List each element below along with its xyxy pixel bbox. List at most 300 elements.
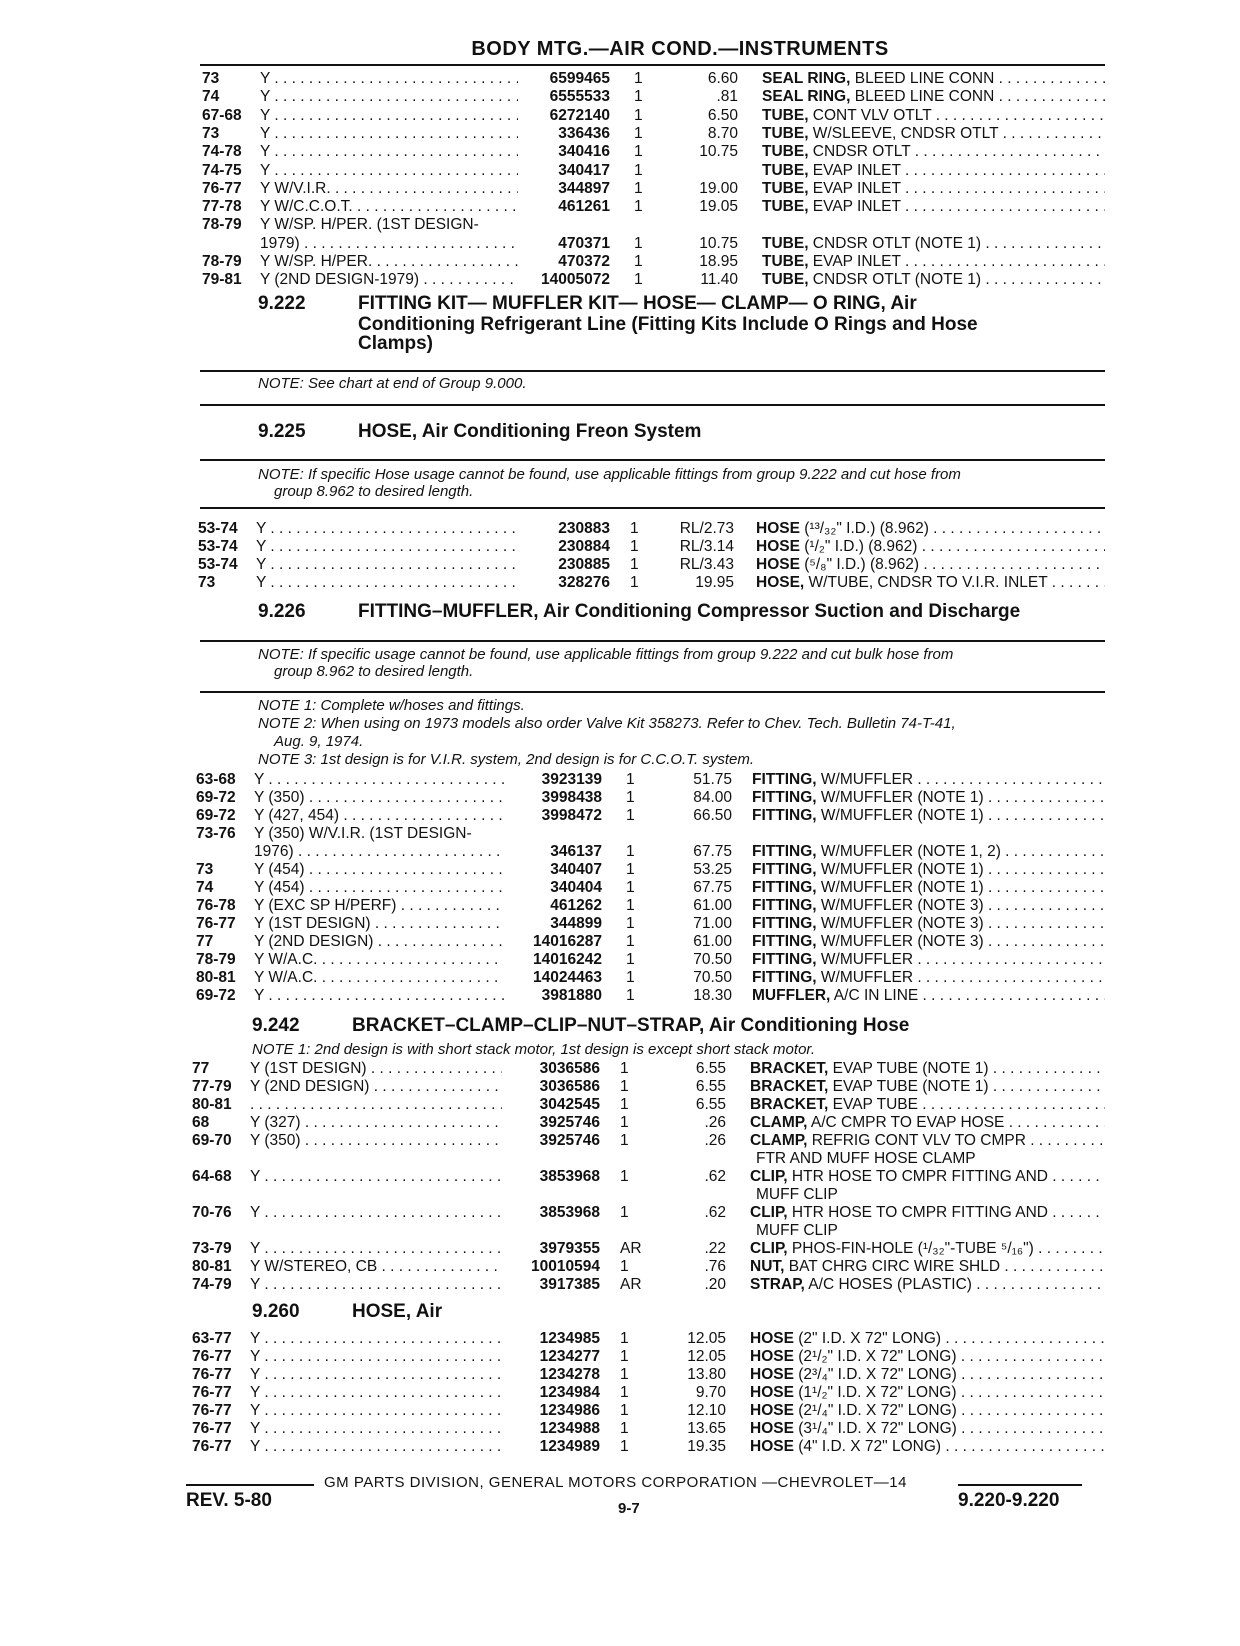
part-row <box>0 124 1240 143</box>
price: RL/2.73 <box>679 520 734 537</box>
model-years: 76-77 <box>192 1402 232 1419</box>
price: 70.50 <box>693 969 732 986</box>
price: 19.00 <box>699 179 738 197</box>
part-number: 328276 <box>558 574 610 591</box>
application: Y . . . <box>256 555 516 574</box>
part-row <box>0 788 1240 807</box>
price: 12.05 <box>687 1348 726 1365</box>
model-years: 76-77 <box>192 1438 232 1455</box>
description: FITTING, W/MUFFLER (NOTE 1) . . . <box>752 806 1105 825</box>
note-9226-line1: NOTE: If specific usage cannot be found, use applicable fittings from group 9.222 and cut bulk hose from <box>258 646 954 663</box>
part-number: 1234277 <box>539 1348 600 1365</box>
note-rule-top <box>200 370 1105 372</box>
page-title: BODY MTG.—AIR COND.—INSTRUMENTS <box>471 38 889 60</box>
part-row <box>0 555 1240 574</box>
description: FITTING, W/MUFFLER . . . <box>752 968 1105 987</box>
description: TUBE, W/SLEEVE, CNDSR OTLT . . . <box>762 124 1105 143</box>
part-row <box>0 968 1240 987</box>
price: .62 <box>704 1168 726 1185</box>
section-title: HOSE, Air <box>352 1301 443 1322</box>
page-number: 9-7 <box>618 1500 640 1517</box>
quantity: 1 <box>630 574 639 591</box>
description: BRACKET, EVAP TUBE . . . <box>750 1095 1105 1114</box>
description: FITTING, W/MUFFLER (NOTE 3) . . . <box>752 932 1105 951</box>
part-row <box>0 573 1240 592</box>
quantity: 1 <box>620 1402 629 1419</box>
note-rule-top <box>200 459 1105 461</box>
quantity: 1 <box>620 1258 629 1275</box>
part-row <box>0 1131 1240 1150</box>
part-row <box>0 914 1240 933</box>
quantity: 1 <box>626 951 635 968</box>
part-row <box>0 537 1240 556</box>
description: MUFF CLIP <box>756 1222 838 1239</box>
price: 10.75 <box>699 234 738 252</box>
section-number: 9.225 <box>258 421 306 442</box>
part-number: 6555533 <box>549 88 610 106</box>
part-number: 1234988 <box>539 1420 600 1437</box>
quantity: 1 <box>626 843 635 860</box>
description: FTR AND MUFF HOSE CLAMP <box>756 1150 976 1167</box>
quantity: 1 <box>634 179 643 197</box>
description: CLIP, HTR HOSE TO CMPR FITTING AND . . . <box>750 1203 1105 1222</box>
description: BRACKET, EVAP TUBE (NOTE 1) . . . <box>750 1077 1105 1096</box>
application: Y (2ND DESIGN) . . . <box>250 1077 502 1096</box>
price: RL/3.14 <box>679 538 734 555</box>
note-1: NOTE 1: Complete w/hoses and fittings. <box>258 697 525 714</box>
part-row <box>0 1383 1240 1402</box>
model-years: 80-81 <box>192 1096 232 1113</box>
description: CLAMP, A/C CMPR TO EVAP HOSE . . . <box>750 1113 1105 1132</box>
application: Y W/C.C.O.T. . . . <box>260 197 518 216</box>
application: Y W/SP. H/PER. (1ST DESIGN- <box>260 216 479 234</box>
model-years: 74-78 <box>202 143 242 161</box>
application: Y W/SP. H/PER. . . . <box>260 252 518 271</box>
model-years: 73 <box>202 124 220 142</box>
application: Y . . . <box>250 1401 502 1420</box>
model-years: 78-79 <box>202 253 242 270</box>
application: Y (350) W/V.I.R. (1ST DESIGN- <box>254 825 472 842</box>
description: FITTING, W/MUFFLER (NOTE 1) . . . <box>752 788 1105 807</box>
quantity: 1 <box>620 1078 629 1095</box>
application: Y (327) . . . <box>250 1113 502 1132</box>
quantity: 1 <box>620 1330 629 1347</box>
application: Y . . . <box>250 1167 502 1186</box>
model-years: 53-74 <box>198 538 238 555</box>
part-row <box>0 1239 1240 1258</box>
section-9225 <box>258 420 1098 444</box>
section-number: 9.222 <box>258 293 306 314</box>
part-number: 470372 <box>558 253 610 270</box>
quantity: 1 <box>634 70 643 87</box>
application: Y W/STEREO, CB . . . <box>250 1257 502 1276</box>
model-years: 69-72 <box>196 987 236 1004</box>
price: .20 <box>704 1276 726 1293</box>
revision-label: REV. 5-80 <box>186 1490 272 1511</box>
part-number: 1234989 <box>539 1438 600 1455</box>
part-number: 14016287 <box>533 933 602 950</box>
part-row <box>0 142 1240 161</box>
part-number: 1234986 <box>539 1402 600 1419</box>
description: SEAL RING, BLEED LINE CONN . . . <box>762 87 1105 106</box>
price: .76 <box>704 1258 726 1275</box>
part-number: 340417 <box>558 161 610 179</box>
part-row <box>0 1221 1240 1240</box>
description: HOSE (¹³/₃₂" I.D.) (8.962) . . . <box>756 519 1105 538</box>
quantity: 1 <box>626 969 635 986</box>
description: HOSE (¹/₂" I.D.) (8.962) . . . <box>756 537 1105 556</box>
part-number: 336436 <box>558 124 610 142</box>
part-row <box>0 932 1240 951</box>
part-row <box>0 1077 1240 1096</box>
part-row <box>0 896 1240 915</box>
description: HOSE (⁵/₈" I.D.) (8.962) . . . <box>756 555 1105 574</box>
quantity: 1 <box>620 1114 629 1131</box>
application: Y . . . <box>260 124 518 143</box>
part-row <box>0 215 1240 234</box>
model-years: 74-79 <box>192 1276 232 1293</box>
application: Y (454) . . . <box>254 860 504 879</box>
price: 67.75 <box>693 879 732 896</box>
model-years: 73-79 <box>192 1240 232 1257</box>
quantity: AR <box>620 1276 642 1293</box>
application: Y . . . <box>250 1437 502 1456</box>
section-title-line2: Conditioning Refrigerant Line (Fitting Kits Include O Rings and Hose <box>358 314 978 335</box>
part-row <box>0 1401 1240 1420</box>
model-years: 73 <box>198 574 216 591</box>
section-9242 <box>252 1014 1102 1038</box>
description: MUFFLER, A/C IN LINE . . . <box>752 986 1105 1005</box>
quantity: 1 <box>620 1348 629 1365</box>
quantity: 1 <box>630 520 639 537</box>
quantity: 1 <box>626 789 635 806</box>
quantity: 1 <box>634 198 643 216</box>
price: .81 <box>716 88 738 106</box>
application: Y . . . <box>256 537 516 556</box>
model-years: 69-72 <box>196 789 236 806</box>
quantity: 1 <box>620 1204 629 1221</box>
price: 18.95 <box>699 253 738 270</box>
price: 70.50 <box>693 951 732 968</box>
description: TUBE, EVAP INLET . . . <box>762 161 1105 180</box>
application: Y W/A.C. . . . <box>254 950 504 969</box>
quantity: 1 <box>626 897 635 914</box>
part-number: 1234985 <box>539 1330 600 1347</box>
part-row <box>0 1275 1240 1294</box>
description: TUBE, EVAP INLET . . . <box>762 179 1105 198</box>
part-row <box>0 1347 1240 1366</box>
section-title-line1: FITTING KIT— MUFFLER KIT— HOSE— CLAMP— O RING, Air <box>358 293 917 314</box>
model-years: 76-77 <box>192 1348 232 1365</box>
part-row <box>0 1329 1240 1348</box>
description: FITTING, W/MUFFLER . . . <box>752 770 1105 789</box>
part-number: 461262 <box>550 897 602 914</box>
description: SEAL RING, BLEED LINE CONN . . . <box>762 69 1105 88</box>
application: Y . . . <box>250 1203 502 1222</box>
part-row <box>0 770 1240 789</box>
quantity: 1 <box>634 88 643 106</box>
description: FITTING, W/MUFFLER (NOTE 3) . . . <box>752 896 1105 915</box>
application: Y . . . <box>260 69 518 88</box>
part-number: 1234984 <box>539 1384 600 1401</box>
quantity: 1 <box>634 106 643 124</box>
part-row <box>0 806 1240 825</box>
part-row <box>0 106 1240 125</box>
model-years: 74 <box>196 879 214 896</box>
section-9260 <box>252 1300 752 1324</box>
model-years: 78-79 <box>196 951 236 968</box>
price: 9.70 <box>695 1384 726 1401</box>
description: HOSE (2¹/₄" I.D. X 72" LONG) . . . <box>750 1401 1105 1420</box>
model-years: 76-77 <box>196 915 236 932</box>
price: 19.05 <box>699 198 738 216</box>
model-years: 76-77 <box>202 179 242 197</box>
price: 53.25 <box>693 861 732 878</box>
quantity: 1 <box>630 556 639 573</box>
model-years: 80-81 <box>196 969 236 986</box>
quantity: 1 <box>634 124 643 142</box>
part-row <box>0 161 1240 180</box>
model-years: 73-76 <box>196 825 236 842</box>
price: 6.55 <box>695 1096 726 1113</box>
model-years: 77-79 <box>192 1078 232 1095</box>
part-row <box>0 1059 1240 1078</box>
description: STRAP, A/C HOSES (PLASTIC) . . . <box>750 1275 1105 1294</box>
note-rule-bottom <box>200 691 1105 693</box>
footer-publisher: GM PARTS DIVISION, GENERAL MOTORS CORPORATION —CHEVROLET—14 <box>324 1474 907 1491</box>
part-number: 3042545 <box>539 1096 600 1113</box>
note-rule-bottom <box>200 404 1105 406</box>
price: RL/3.43 <box>679 556 734 573</box>
part-row <box>0 1257 1240 1276</box>
description: FITTING, W/MUFFLER (NOTE 3) . . . <box>752 914 1105 933</box>
price: 84.00 <box>693 789 732 806</box>
part-row <box>0 1167 1240 1186</box>
part-number: 3853968 <box>539 1204 600 1221</box>
part-number: 3925746 <box>539 1114 600 1131</box>
group-range: 9.220-9.220 <box>958 1490 1060 1511</box>
part-number: 346137 <box>550 843 602 860</box>
description: TUBE, CONT VLV OTLT . . . <box>762 106 1105 125</box>
quantity: 1 <box>634 253 643 270</box>
quantity: 1 <box>626 861 635 878</box>
model-years: 77 <box>192 1060 210 1077</box>
price: 13.65 <box>687 1420 726 1437</box>
part-row <box>0 519 1240 538</box>
quantity: 1 <box>620 1420 629 1437</box>
part-row <box>0 69 1240 88</box>
price: 71.00 <box>693 915 732 932</box>
description: TUBE, CNDSR OTLT (NOTE 1) . . . <box>762 270 1105 289</box>
note-3: NOTE 3: 1st design is for V.I.R. system, 2nd design is for C.C.O.T. system. <box>258 751 754 768</box>
quantity: 1 <box>620 1060 629 1077</box>
description: CLIP, HTR HOSE TO CMPR FITTING AND . . . <box>750 1167 1105 1186</box>
quantity: 1 <box>634 161 643 179</box>
part-row <box>0 179 1240 198</box>
part-number: 230883 <box>558 520 610 537</box>
description: TUBE, CNDSR OTLT (NOTE 1) . . . <box>762 234 1105 253</box>
description: HOSE, W/TUBE, CNDSR TO V.I.R. INLET . . . <box>756 573 1105 592</box>
quantity: 1 <box>620 1366 629 1383</box>
description: TUBE, CNDSR OTLT . . . <box>762 142 1105 161</box>
model-years: 69-70 <box>192 1132 232 1149</box>
model-years: 73 <box>202 70 220 87</box>
application: Y . . . <box>260 161 518 180</box>
description: CLIP, PHOS-FIN-HOLE (¹/₃₂"-TUBE ⁵/₁₆") . . . <box>750 1239 1105 1258</box>
description: BRACKET, EVAP TUBE (NOTE 1) . . . <box>750 1059 1105 1078</box>
quantity: 1 <box>634 234 643 252</box>
price: 6.55 <box>695 1060 726 1077</box>
section-number: 9.226 <box>258 601 306 622</box>
price: 6.50 <box>707 106 738 124</box>
price: 10.75 <box>699 143 738 161</box>
model-years: 74 <box>202 88 220 106</box>
part-number: 3979355 <box>539 1240 600 1257</box>
model-years: 63-77 <box>192 1330 232 1347</box>
note-rule-bottom <box>200 507 1105 509</box>
part-number: 340404 <box>550 879 602 896</box>
model-years: 78-79 <box>202 216 242 234</box>
model-years: 77 <box>196 933 214 950</box>
application: Y (EXC SP H/PERF) . . . <box>254 896 504 915</box>
description: FITTING, W/MUFFLER . . . <box>752 950 1105 969</box>
model-years: 69-72 <box>196 807 236 824</box>
model-years: 76-77 <box>192 1366 232 1383</box>
part-row <box>0 1149 1240 1168</box>
part-number: 3925746 <box>539 1132 600 1149</box>
description: HOSE (2" I.D. X 72" LONG) . . . <box>750 1329 1105 1348</box>
model-years: 53-74 <box>198 556 238 573</box>
description: FITTING, W/MUFFLER (NOTE 1) . . . <box>752 860 1105 879</box>
application: Y (2ND DESIGN-1979) . . . <box>260 270 518 289</box>
description: HOSE (2³/₄" I.D. X 72" LONG) . . . <box>750 1365 1105 1384</box>
application <box>250 1095 502 1114</box>
description: HOSE (3¹/₄" I.D. X 72" LONG) . . . <box>750 1419 1105 1438</box>
model-years: 76-78 <box>196 897 236 914</box>
model-years: 63-68 <box>196 771 236 788</box>
part-number: 344899 <box>550 915 602 932</box>
description: HOSE (1¹/₂" I.D. X 72" LONG) . . . <box>750 1383 1105 1402</box>
description: HOSE (4" I.D. X 72" LONG) . . . <box>750 1437 1105 1456</box>
part-row <box>0 986 1240 1005</box>
application: Y . . . <box>250 1275 502 1294</box>
quantity: AR <box>620 1240 642 1257</box>
part-number: 340407 <box>550 861 602 878</box>
part-number: 3036586 <box>539 1078 600 1095</box>
part-number: 461261 <box>558 198 610 216</box>
application: Y . . . <box>256 573 516 592</box>
application: Y . . . <box>254 770 504 789</box>
model-years: 74-75 <box>202 161 242 179</box>
quantity: 1 <box>620 1384 629 1401</box>
application: Y . . . <box>250 1239 502 1258</box>
quantity: 1 <box>620 1168 629 1185</box>
part-number: 3917385 <box>539 1276 600 1293</box>
quantity: 1 <box>626 933 635 950</box>
part-number: 1234278 <box>539 1366 600 1383</box>
part-number: 14005072 <box>541 271 610 289</box>
application: Y . . . <box>256 519 516 538</box>
section-number: 9.242 <box>252 1015 300 1036</box>
application: Y . . . <box>254 986 504 1005</box>
price: 6.55 <box>695 1078 726 1095</box>
part-number: 14024463 <box>533 969 602 986</box>
application: 1976) . . . <box>254 842 504 861</box>
model-years: 76-77 <box>192 1420 232 1437</box>
quantity: 1 <box>626 879 635 896</box>
price: 12.10 <box>687 1402 726 1419</box>
quantity: 1 <box>634 143 643 161</box>
part-row <box>0 87 1240 106</box>
quantity: 1 <box>620 1096 629 1113</box>
section-title-line3: Clamps) <box>358 333 433 354</box>
application: Y . . . <box>260 87 518 106</box>
part-number: 3036586 <box>539 1060 600 1077</box>
part-number: 230885 <box>558 556 610 573</box>
part-row <box>0 1203 1240 1222</box>
application: Y (454) . . . <box>254 878 504 897</box>
part-number: 3998438 <box>541 789 602 806</box>
note-rule-top <box>200 640 1105 642</box>
price: 18.30 <box>693 987 732 1004</box>
part-number: 3853968 <box>539 1168 600 1185</box>
part-row <box>0 1095 1240 1114</box>
section-title: FITTING–MUFFLER, Air Conditioning Compressor Suction and Discharge <box>358 601 1021 622</box>
note-9226-line2: group 8.962 to desired length. <box>274 663 474 680</box>
section-9226 <box>258 600 1108 624</box>
part-number: 3981880 <box>541 987 602 1004</box>
note-9225-line1: NOTE: If specific Hose usage cannot be found, use applicable fittings from group 9.222 and cut hose from <box>258 466 961 483</box>
part-row <box>0 197 1240 216</box>
price: 12.05 <box>687 1330 726 1347</box>
quantity: 1 <box>626 771 635 788</box>
part-row <box>0 252 1240 271</box>
section-title: BRACKET–CLAMP–CLIP–NUT–STRAP, Air Conditioning Hose <box>352 1015 910 1036</box>
note-9225-line2: group 8.962 to desired length. <box>274 483 474 500</box>
part-number: 340416 <box>558 143 610 161</box>
price: .26 <box>704 1132 726 1149</box>
quantity: 1 <box>626 987 635 1004</box>
model-years: 67-68 <box>202 106 242 124</box>
part-row <box>0 878 1240 897</box>
price: 13.80 <box>687 1366 726 1383</box>
model-years: 80-81 <box>192 1258 232 1275</box>
description: FITTING, W/MUFFLER (NOTE 1, 2) . . . <box>752 842 1105 861</box>
price: 61.00 <box>693 897 732 914</box>
part-number: 6272140 <box>549 106 610 124</box>
model-years: 64-68 <box>192 1168 232 1185</box>
application: Y . . . <box>260 142 518 161</box>
part-row <box>0 1365 1240 1384</box>
price: 66.50 <box>693 807 732 824</box>
price: 51.75 <box>693 771 732 788</box>
note-2: NOTE 2: When using on 1973 models also order Valve Kit 358273. Refer to Chev. Tech. Bulletin 74-T-41, <box>258 715 956 732</box>
title-rule <box>200 64 1105 66</box>
price: .62 <box>704 1204 726 1221</box>
application: Y . . . <box>250 1347 502 1366</box>
price: .26 <box>704 1114 726 1131</box>
part-row <box>0 950 1240 969</box>
application: Y (350) . . . <box>254 788 504 807</box>
footer-rule-left <box>186 1484 314 1486</box>
price: 8.70 <box>707 124 738 142</box>
description: MUFF CLIP <box>756 1186 838 1203</box>
description: TUBE, EVAP INLET . . . <box>762 252 1105 271</box>
quantity: 1 <box>626 807 635 824</box>
model-years: 76-77 <box>192 1384 232 1401</box>
section-9222 <box>258 292 1098 362</box>
application: Y (2ND DESIGN) . . . <box>254 932 504 951</box>
